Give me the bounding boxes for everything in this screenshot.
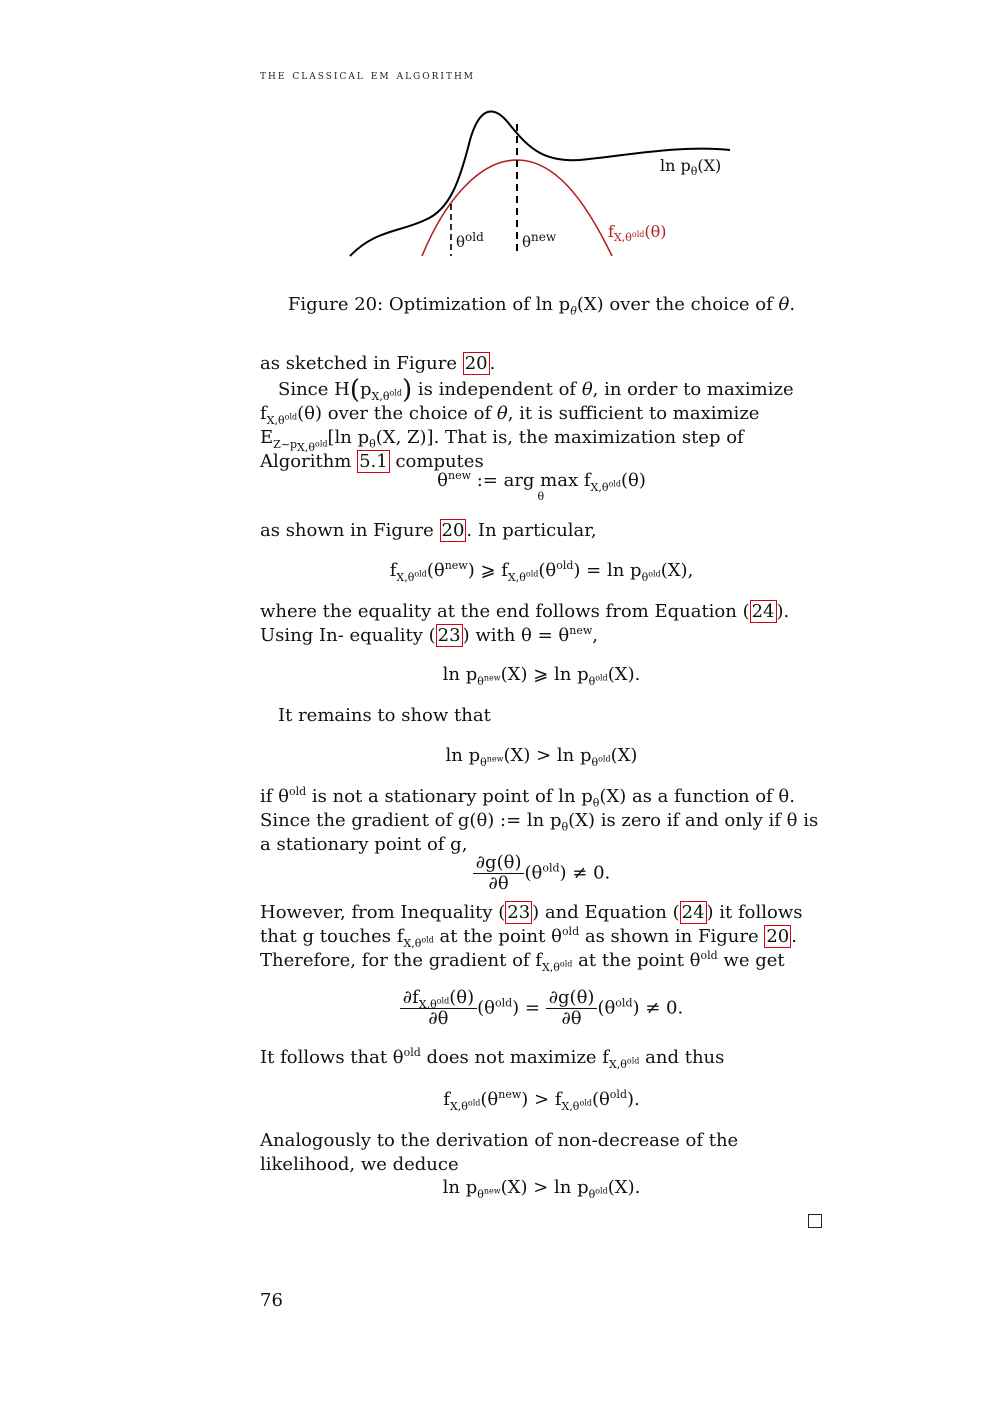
inequality-ref-link-2[interactable]: 23 [507,902,531,923]
label-theta-new: $\theta^{new}$ [522,230,557,251]
equation-2: $f_{X,\theta^{old}}(\theta^{new})$ ⩾ $f_{X,\theta^{old}}(\theta^{old}) = \ln p_{\theta^{old}}(X)$, [389,559,694,584]
running-head: the classical em algorithm [260,67,476,82]
label-ln-p: $\ln p_\theta(X)$ [660,156,722,178]
equation-4: $\ln p_{\theta^{new}}(X) > \ln p_{\theta^{old}}(X)$ [445,745,638,769]
paragraph-6: if $\theta^{old}$ is not a stationary point of $\ln p_\theta(X)$ as a function of θ. Since the gradient of g(θ) := $\ln p_\theta(X)$ is zero if and only if θ is a stationary point of g, [260,785,819,855]
figure-caption: Figure 20: Optimization of $\ln p_\theta(X)$ over the choice of θ. [287,294,796,318]
equation-ref-link-2[interactable]: 24 [681,902,705,923]
paragraph-2: Since $H(p_{X,\theta^{old}})$ is independent of θ, in order to maximize $f_{X,\theta^{old}}(\theta)$ over the choice of θ, it is sufficient to maximize $E_{Z\sim p_{X,\theta^{old}}}[\ln$ $p_\theta(X$, Z)]. That is, the maximization step of Algorithm 5.1 computes [260,375,794,472]
paragraph-1: as sketched in Figure 20 . [260,353,496,374]
paragraph-9: Analogously to the derivation of non-decrease of the likelihood, we deduce [260,1130,739,1175]
figure-ref-link[interactable]: 20 [464,353,488,374]
equation-5: $\frac{\partial g(\theta)}{\partial\theta}$ $(\theta^{old}) \ne 0$. [260,853,823,894]
paragraph-5: It remains to show that [278,705,491,726]
em-figure [330,100,750,270]
equation-ref-link[interactable]: 24 [751,601,775,622]
label-theta-old: $\theta^{old}$ [456,230,484,251]
inequality-ref-link[interactable]: 23 [437,625,461,646]
equation-8: $\ln p_{\theta^{new}}(X) > \ln p_{\theta^{old}}(X)$. [442,1177,641,1201]
algorithm-ref-link[interactable]: 5.1 [359,451,388,472]
figure-ref-link-3[interactable]: 20 [766,926,790,947]
paragraph-7: However, from Inequality ( 23 ) and Equation ( 24 ) it follows that g touches $f_{X,\theta^{old}}$ at the point $\theta^{old}$ as shown in Figure 20 . Therefore, for the gradient of $f_{X,\theta^{old}}$ at the point $\theta^{old}$ we get [260,902,803,974]
equation-7: $f_{X,\theta^{old}}(\theta^{new}) > f_{X,\theta^{old}}(\theta^{old})$. [443,1088,640,1113]
paragraph-4: where the equality at the end follows from Equation ( 24 ). Using In- equality ( 23 ) with $\theta = \theta^{new}$, [260,601,790,646]
label-f: $f_{X,\theta}^{old}(\theta)$ [608,222,667,244]
page-number: 76 [260,1290,283,1311]
qed-square-icon [808,1214,822,1228]
figure-ref-link-2[interactable]: 20 [441,520,465,541]
paragraph-3: as shown in Figure 20 . In particular, [260,520,597,541]
equation-6: $\frac{\partial f_{X,\theta^{old}}(\theta)}{\partial\theta}$ $(\theta^{old})$ = $\frac{\partial g(\theta)}{\partial\theta}$ $(\theta^{old}) \ne 0$. [260,988,823,1029]
equation-3: $\ln p_{\theta^{new}}(X)$ ⩾ $\ln p_{\theta^{old}}(X)$. [442,664,641,688]
equation-argmax: $\theta^{new}$ := arg max θ $f_{X,\theta^{old}}(\theta)$ [437,469,646,503]
paragraph-8: It follows that $\theta^{old}$ does not maximize $f_{X,\theta^{old}}$ and thus [260,1046,725,1071]
